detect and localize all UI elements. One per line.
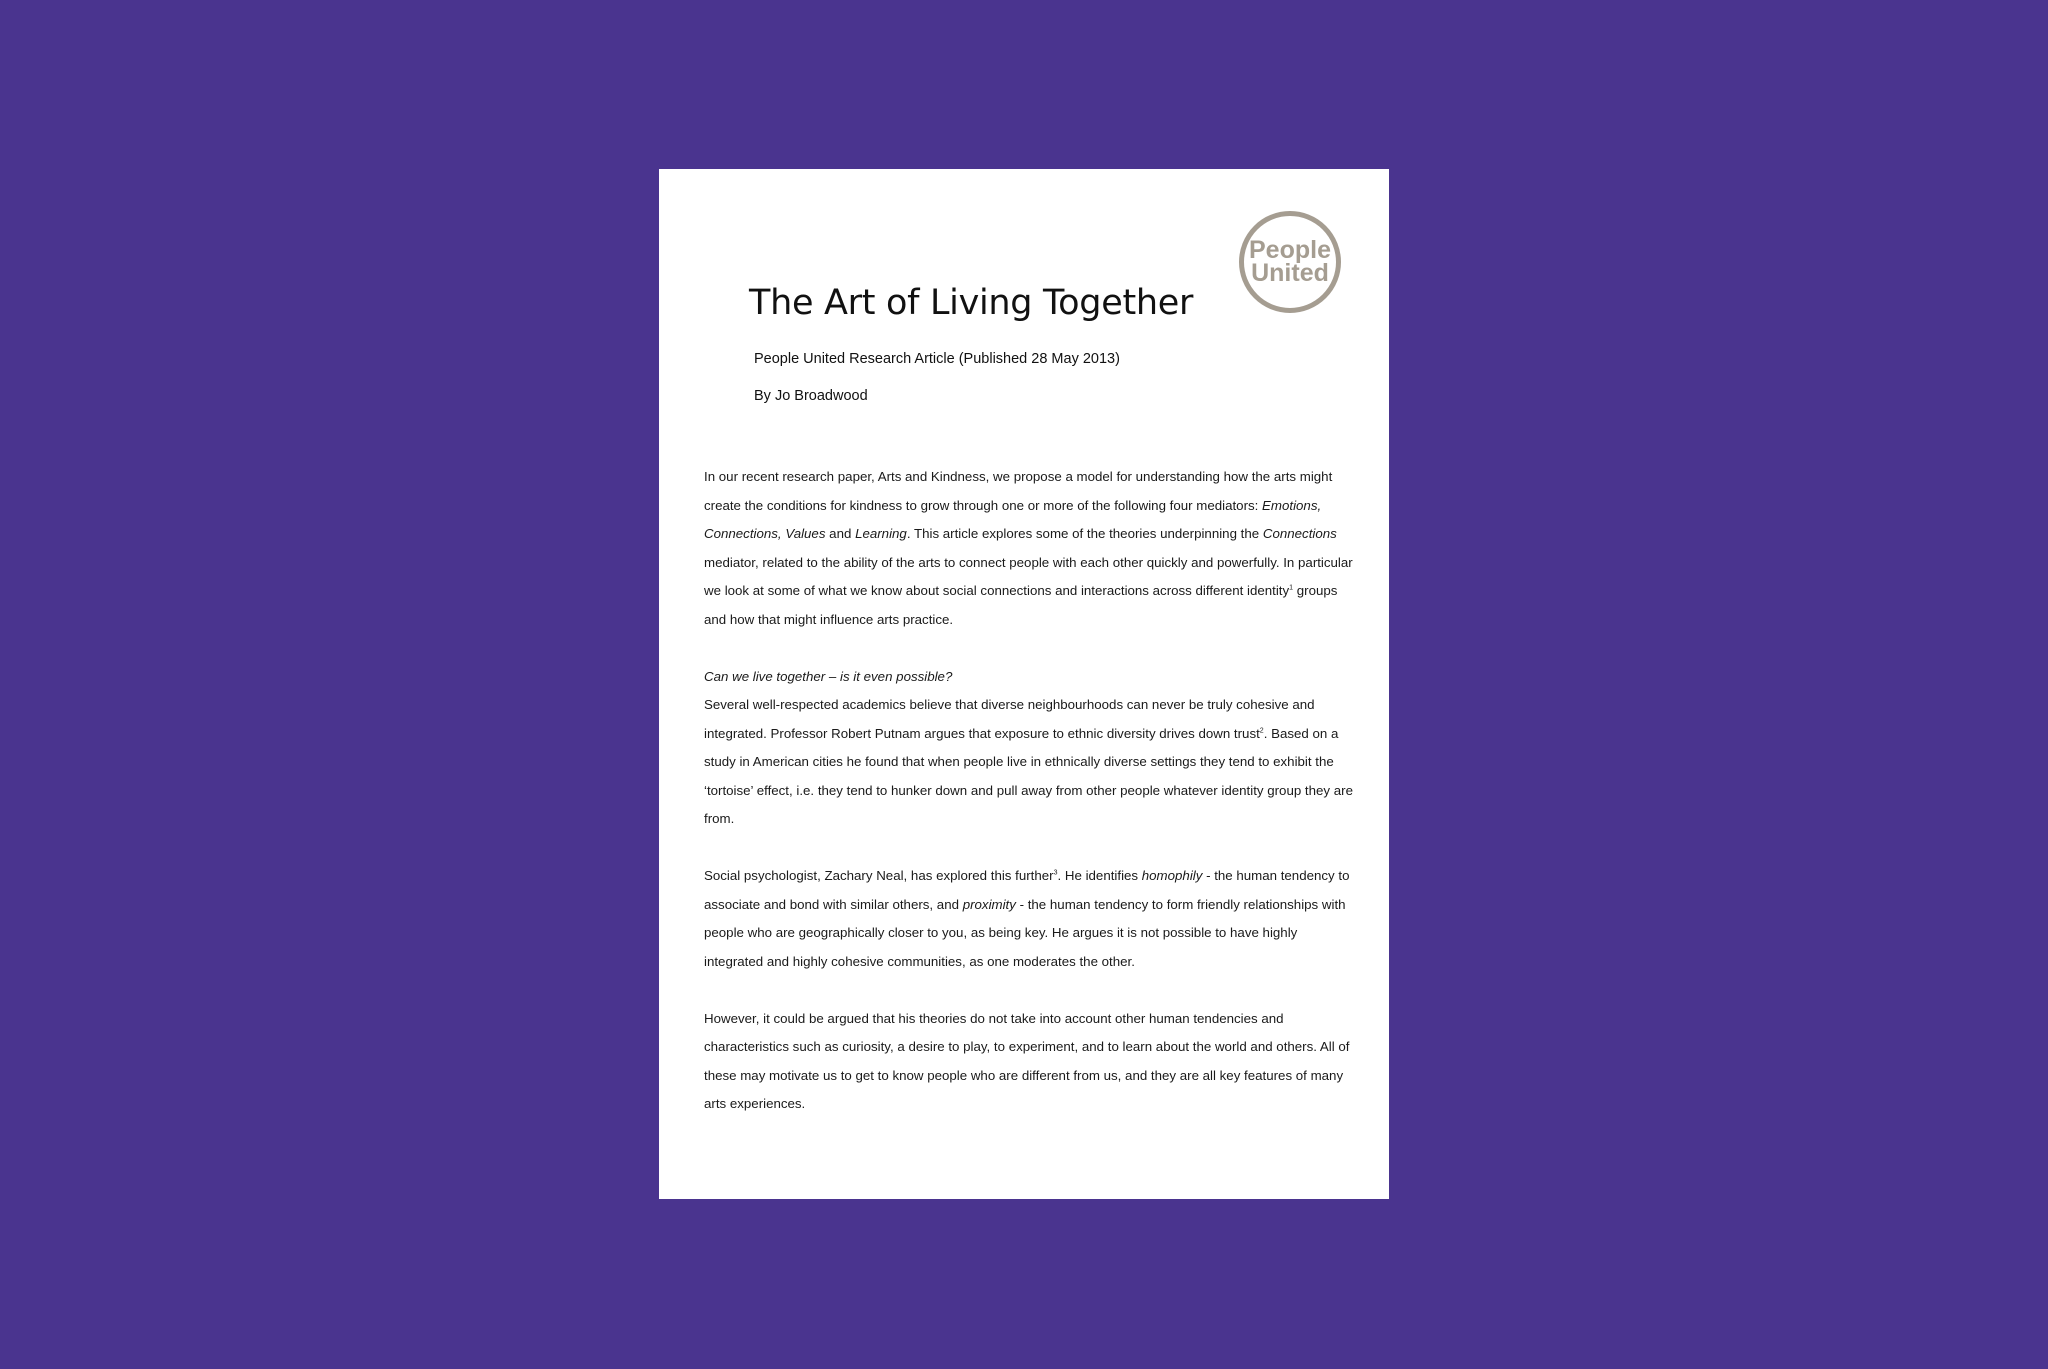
footnote-marker: 2 <box>1259 727 1264 735</box>
document-body <box>704 463 1359 1119</box>
logo-line-2: United <box>1251 259 1329 287</box>
people-united-logo <box>1239 211 1341 313</box>
document-byline: By Jo Broadwood <box>754 388 868 404</box>
paragraph-intro <box>704 463 1359 634</box>
footnote-marker: 1 <box>1289 584 1294 592</box>
text-run: In our recent research paper, Arts and Kindness, we propose a model for understanding how the arts might create the conditions for kindness to grow through one or more of the following four mediators: <box>704 469 1333 513</box>
italic-term: proximity <box>962 896 1016 912</box>
document-page <box>659 169 1389 1199</box>
text-run: groups and how that might influence arts practice. <box>704 583 1338 627</box>
italic-term: Values <box>785 526 826 541</box>
text-run: . He identifies <box>1057 868 1142 883</box>
italic-term: homophily <box>1141 868 1203 883</box>
section-heading: Can we live together – is it even possible? <box>704 668 953 684</box>
paragraph-putnam <box>704 691 1359 834</box>
text-run: and <box>825 526 856 541</box>
text-run: Several well-respected academics believe that diverse neighbourhoods can never be truly cohesive and integrated. Professor Robert Putnam argues that exposure to ethnic diversity drives down trust <box>704 697 1315 741</box>
text-run: - the human tendency to associate and bond with similar others, and <box>704 868 1350 912</box>
document-subtitle: People United Research Article (Published 28 May 2013) <box>754 351 1120 367</box>
text-run: - the human tendency to form friendly relationships with people who are geographically closer to you, as being key. He argues it is not possible to have highly integrated and highly cohesive communities, as one moderates the other. <box>704 896 1346 969</box>
text-run: mediator, related to the ability of the arts to connect people with each other quickly and powerfully. In particular we look at some of what we know about social connections and interactions across different identity <box>704 554 1353 598</box>
italic-term: Connections, <box>704 526 786 541</box>
footnote-marker: 3 <box>1053 869 1058 877</box>
italic-term: Connections <box>1262 526 1337 541</box>
paragraph-neal <box>704 862 1359 976</box>
italic-term: Emotions, <box>1262 497 1322 513</box>
logo-line-1: People <box>1249 236 1331 264</box>
text-run: Social psychologist, Zachary Neal, has explored this further <box>704 868 1054 883</box>
italic-term: Learning <box>855 526 907 541</box>
document-title: The Art of Living Together <box>749 283 1194 323</box>
text-run: . Based on a study in American cities he found that when people live in ethnically diverse settings they tend to exhibit the ‘tortoise’ effect, i.e. they tend to hunker down and pull away from other people whatever identity group they are from. <box>704 725 1353 826</box>
paragraph-however: However, it could be argued that his theories do not take into account other human tendencies and characteristics such as curiosity, a desire to play, to experiment, and to learn about the world and others. All of these may motivate us to get to know people who are different from us, and they are all key features of many arts experiences. <box>704 1010 1350 1111</box>
text-run: . This article explores some of the theories underpinning the <box>906 526 1263 541</box>
